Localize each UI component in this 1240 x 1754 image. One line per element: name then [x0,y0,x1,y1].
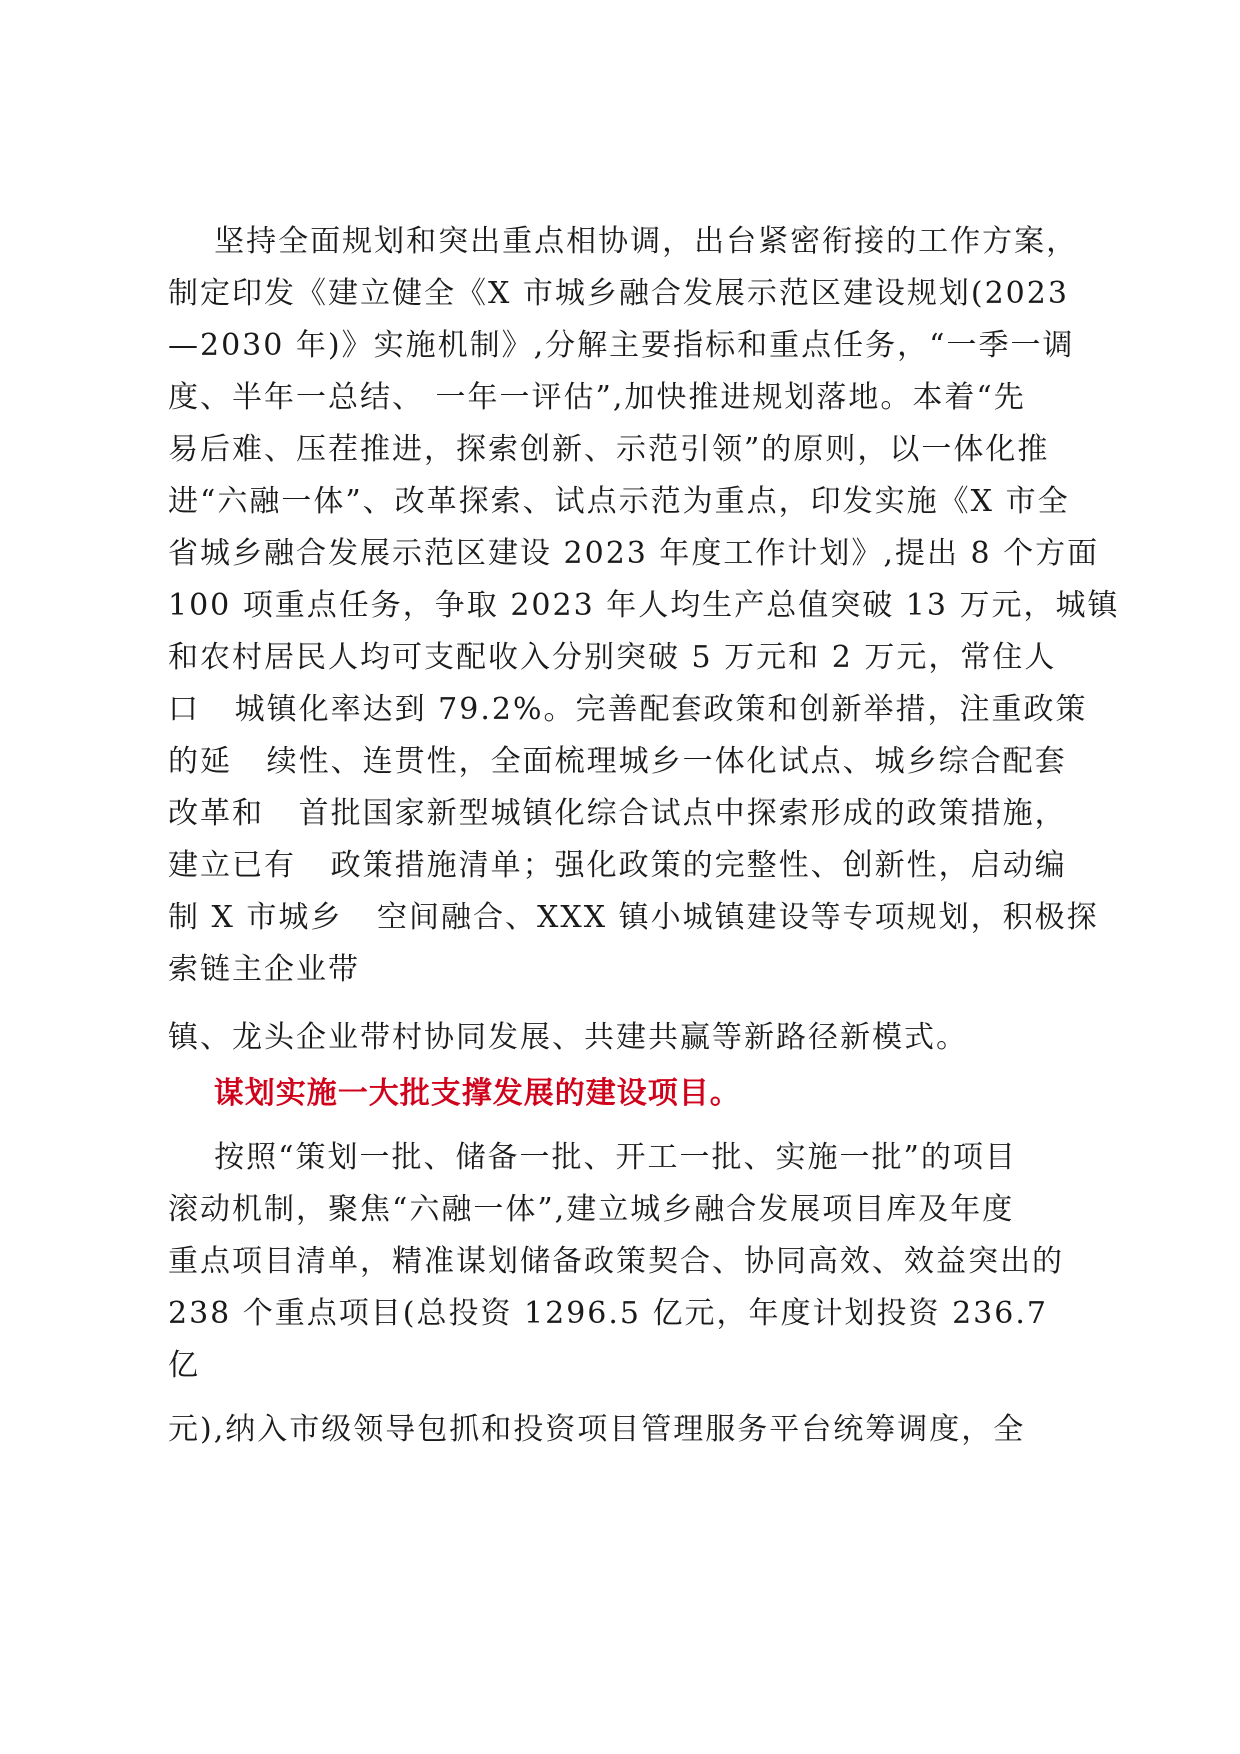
paragraph-line: 镇、龙头企业带村协同发展、共建共赢等新路径新模式。 [168,1020,968,1055]
paragraph-line: 和农村居民人均可支配收入分别突破 5 万元和 2 万元，常住人 [168,640,1057,675]
paragraph-line: 省城乡融合发展示范区建设 2023 年度工作计划》,提出 8 个方面 [168,536,1100,571]
paragraph-line: 制定印发《建立健全《X 市城乡融合发展示范区建设规划(2023 [168,276,1069,311]
paragraph-line: 建立已有 政策措施清单；强化政策的完整性、创新性，启动编 [168,848,1067,883]
paragraph-line: 的延 续性、连贯性，全面梳理城乡一体化试点、城乡综合配套 [168,744,1067,779]
paragraph-line: 制 X 市城乡 空间融合、XXX 镇小城镇建设等专项规划，积极探 [168,900,1099,935]
paragraph-line: 100 项重点任务，争取 2023 年人均生产总值突破 13 万元，城镇 [168,588,1120,623]
paragraph-line: 元),纳入市级领导包抓和投资项目管理服务平台统筹调度，全 [168,1412,1026,1447]
paragraph-line: 易后难、压茬推进，探索创新、示范引领”的原则，以一体化推 [168,432,1050,467]
paragraph-line: 坚持全面规划和突出重点相协调，出台紧密衔接的工作方案， [168,224,1079,259]
paragraph-line: 索链主企业带 [168,952,360,987]
paragraph-line: 亿 [168,1348,200,1383]
paragraph-line: 进“六融一体”、改革探索、试点示范为重点，印发实施《X 市全 [168,484,1070,519]
section-heading: 谋划实施一大批支撑发展的建设项目。 [168,1076,741,1111]
paragraph-line: 改革和 首批国家新型城镇化综合试点中探索形成的政策措施， [168,796,1067,831]
paragraph-line: —2030 年)》实施机制》,分解主要指标和重点任务，“一季一调 [168,328,1075,363]
paragraph-line: 滚动机制，聚焦“六融一体”,建立城乡融合发展项目库及年度 [168,1192,1015,1227]
paragraph-line: 度、半年一总结、 一年一评估”,加快推进规划落地。本着“先 [168,380,1026,415]
paragraph-line: 238 个重点项目(总投资 1296.5 亿元，年度计划投资 236.7 [168,1296,1048,1331]
paragraph-line: 按照“策划一批、储备一批、开工一批、实施一批”的项目 [168,1140,1017,1175]
paragraph-line: 口 城镇化率达到 79.2%。完善配套政策和创新举措，注重政策 [168,692,1088,727]
paragraph-line: 重点项目清单，精准谋划储备政策契合、协同高效、效益突出的 [168,1244,1064,1279]
